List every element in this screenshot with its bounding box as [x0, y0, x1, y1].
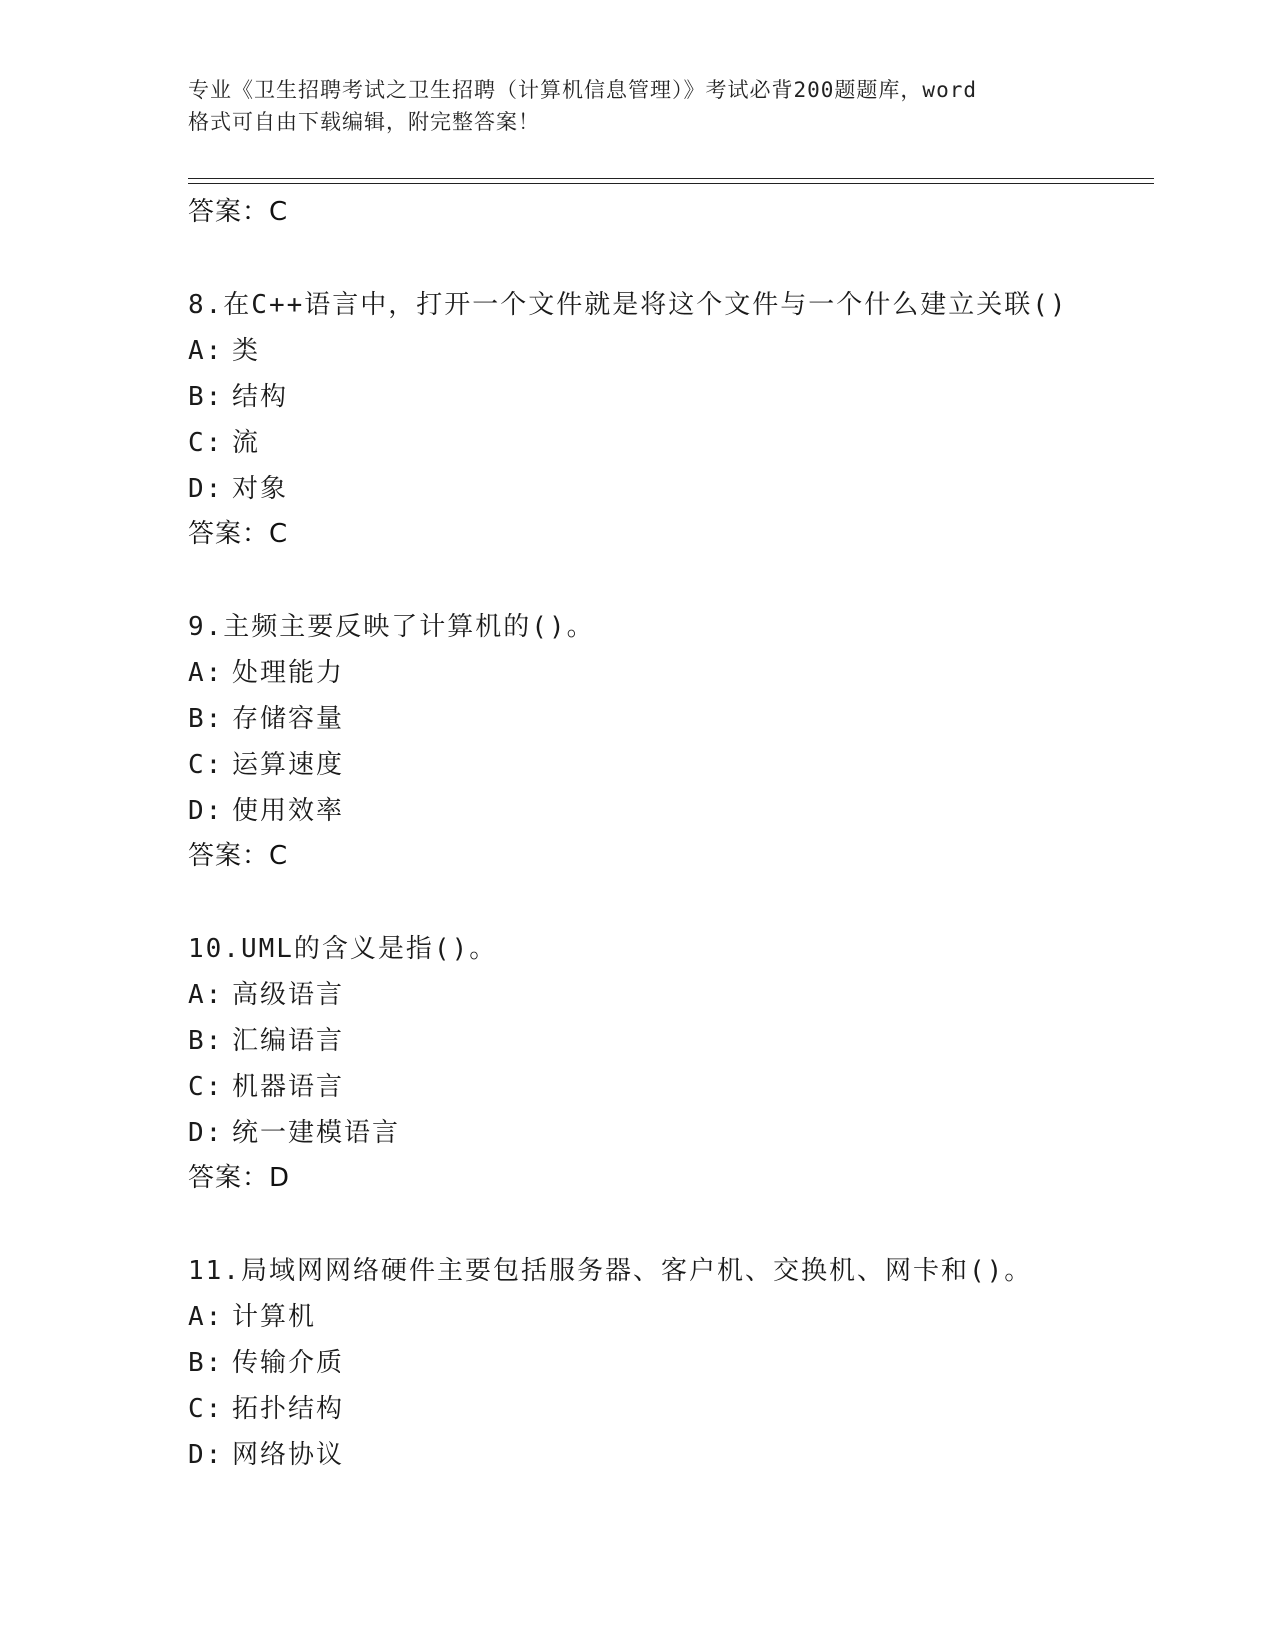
- answer-line: 答案：C: [188, 841, 289, 871]
- option-letter: B:: [188, 1348, 224, 1378]
- option-letter: C:: [188, 428, 224, 458]
- option-b: [188, 1340, 1154, 1386]
- header-divider-bottom: [188, 183, 1154, 184]
- option-letter: D:: [188, 796, 224, 826]
- option-text: 计算机: [232, 1302, 317, 1332]
- option-text: 流: [232, 428, 261, 458]
- option-text: 类: [232, 336, 261, 366]
- option-a: [188, 650, 1154, 696]
- option-d: [188, 1110, 1154, 1156]
- question-text: 9.主频主要反映了计算机的()。: [188, 612, 595, 642]
- option-text: 处理能力: [232, 658, 345, 688]
- question-list: [188, 190, 1154, 1478]
- question-8: [188, 282, 1154, 556]
- question-9: [188, 604, 1154, 878]
- option-text: 传输介质: [232, 1348, 345, 1378]
- option-c: [188, 1386, 1154, 1432]
- option-text: 存储容量: [232, 704, 345, 734]
- header-line-2: 格式可自由下载编辑，附完整答案！: [188, 110, 540, 134]
- option-letter: A:: [188, 658, 224, 688]
- option-d: [188, 466, 1154, 512]
- option-letter: B:: [188, 704, 224, 734]
- question-text: 10.UML的含义是指()。: [188, 934, 498, 964]
- option-letter: D:: [188, 1118, 224, 1148]
- option-text: 汇编语言: [232, 1026, 345, 1056]
- option-b: [188, 1018, 1154, 1064]
- option-d: [188, 788, 1154, 834]
- option-c: [188, 420, 1154, 466]
- option-letter: C:: [188, 1072, 224, 1102]
- option-d: [188, 1432, 1154, 1478]
- option-c: [188, 742, 1154, 788]
- option-text: 统一建模语言: [232, 1118, 401, 1148]
- option-letter: A:: [188, 1302, 224, 1332]
- option-letter: D:: [188, 1440, 224, 1470]
- option-letter: C:: [188, 1394, 224, 1424]
- option-text: 对象: [232, 474, 289, 504]
- option-text: 运算速度: [232, 750, 345, 780]
- header-line-1: 专业《卫生招聘考试之卫生招聘（计算机信息管理）》考试必背200题题库，word: [188, 78, 977, 102]
- option-a: [188, 1294, 1154, 1340]
- option-text: 使用效率: [232, 796, 345, 826]
- option-letter: D:: [188, 474, 224, 504]
- option-letter: C:: [188, 750, 224, 780]
- answer-line: 答案：C: [188, 519, 289, 549]
- option-b: [188, 696, 1154, 742]
- question-text: 11.局域网网络硬件主要包括服务器、客户机、交换机、网卡和()。: [188, 1256, 1033, 1286]
- question-11: [188, 1248, 1154, 1478]
- option-letter: A:: [188, 336, 224, 366]
- option-letter: B:: [188, 1026, 224, 1056]
- question-10: [188, 926, 1154, 1200]
- option-a: [188, 328, 1154, 374]
- document-header: [188, 74, 1088, 138]
- option-letter: A:: [188, 980, 224, 1010]
- option-letter: B:: [188, 382, 224, 412]
- previous-answer: 答案：C: [188, 197, 289, 227]
- option-text: 机器语言: [232, 1072, 345, 1102]
- option-text: 高级语言: [232, 980, 345, 1010]
- question-text: 8.在C++语言中，打开一个文件就是将这个文件与一个什么建立关联(): [188, 290, 1068, 320]
- option-text: 拓扑结构: [232, 1394, 345, 1424]
- option-a: [188, 972, 1154, 1018]
- option-b: [188, 374, 1154, 420]
- header-divider-top: [188, 178, 1154, 179]
- option-text: 网络协议: [232, 1440, 345, 1470]
- option-text: 结构: [232, 382, 289, 412]
- option-c: [188, 1064, 1154, 1110]
- answer-line: 答案：D: [188, 1163, 291, 1193]
